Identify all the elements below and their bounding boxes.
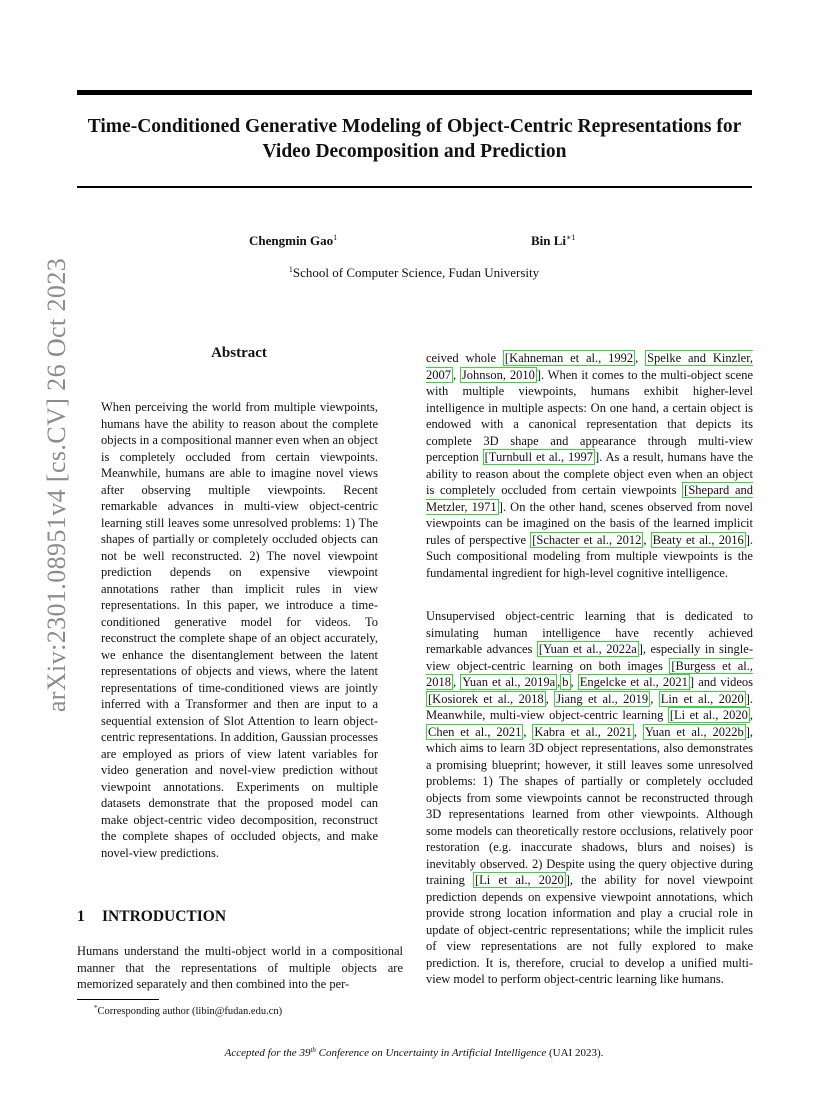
top-rule <box>77 90 752 95</box>
citation-link[interactable]: Engelcke et al., 2021 <box>579 675 688 689</box>
citation-link[interactable]: [Li et al., 2020 <box>669 708 748 722</box>
arxiv-stamp: arXiv:2301.08951v4 [cs.CV] 26 Oct 2023 <box>42 257 71 713</box>
text-run: , <box>570 675 578 689</box>
text-run: ], especially in single-view object-centric learning on both images <box>426 642 753 673</box>
footnote-rule <box>77 999 159 1000</box>
author-2 <box>531 233 575 249</box>
citation-link[interactable]: Lin et al., 2020 <box>660 691 744 706</box>
text-run: ], which aims to learn 3D object representations, also demonstrates a promising blueprint; however, it still leaves some unresolved problems: 1) The shapes of partially or completely occluded objects from some viewpoints cannot be reconstructed through 3D representations learned from other viewpoints. Although some models can theoretically restore occlusions, relatively poor restoration (e.g. inaccurate shadows, blurs and noises) is inevitably observed. 2) Despite using the query objective during training <box>426 724 754 887</box>
citation-link[interactable]: Chen et al., 2021 <box>428 724 522 739</box>
text-run: ]. As a result, humans have the ability to reason about the complete object even when an object is completely occluded from certain viewpoints <box>426 450 754 497</box>
text-run: ]. On the other hand, scenes observed from novel viewpoints can be imagined on the basis of the learned implicit rules of perspective <box>426 499 753 547</box>
text-run: ]. Meanwhile, multi-view object-centric learning <box>426 691 754 722</box>
venue-footer <box>0 1046 828 1059</box>
citation-link[interactable]: Kabra et al., 2021 <box>534 724 632 739</box>
footnote-mark: * <box>94 1004 98 1012</box>
citation-link[interactable]: [Yuan et al., 2022a <box>538 642 637 656</box>
paper-title: Time-Conditioned Generative Modeling of Object-Centric Representations for Video Decomposition and Prediction <box>87 116 742 162</box>
title-bottom-rule <box>77 186 752 188</box>
affiliation-text: School of Computer Science, Fudan University <box>292 265 540 280</box>
citation-link[interactable]: Yuan et al., 2019a <box>462 675 556 689</box>
affiliation <box>0 265 828 281</box>
footnote-text: Corresponding author (libin@fudan.edu.cn) <box>97 1006 283 1017</box>
citation-link[interactable]: Johnson, 2010 <box>461 367 535 382</box>
author-name: Bin Li <box>531 233 567 248</box>
citation-link[interactable]: Jiang et al., 2019 <box>556 691 649 706</box>
text-run: , <box>523 724 533 739</box>
author-mark: 1 <box>333 233 338 242</box>
text-run: , <box>453 675 461 689</box>
intro-paragraph-2 <box>426 608 753 988</box>
intro-paragraph-continued <box>426 350 753 581</box>
citation-link[interactable]: b <box>562 675 569 689</box>
citation-link[interactable]: [Burgess et al., 2018 <box>426 658 753 689</box>
citation-link[interactable]: [Turnbull et al., 1997 <box>484 450 594 464</box>
text-run: ceived whole <box>426 351 503 365</box>
text-run: , <box>635 351 646 365</box>
text-run: , <box>633 724 643 739</box>
section-number: 1 <box>77 908 85 925</box>
footnote <box>94 1004 282 1017</box>
citation-link[interactable]: [Kahneman et al., 1992 <box>504 351 634 365</box>
citation-link[interactable]: Spelke and Kinzler, 2007 <box>426 351 754 382</box>
section-heading-introduction <box>77 908 226 926</box>
text-run: ]. Such compositional modeling from multiple viewpoints is the fundamental ingredient for high-level cognitive intelligence. <box>426 532 754 580</box>
footer-prefix: Accepted for the 39 <box>224 1047 311 1059</box>
text-run: , <box>643 532 651 547</box>
citation-link[interactable]: [Shepard and Metzler, 1971 <box>426 483 753 514</box>
text-run: , <box>545 691 555 706</box>
author-name: Chengmin Gao <box>249 233 334 248</box>
text-run: Unsupervised object-centric learning that is dedicated to simulating human intelligence have recently achieved remarkable advances <box>426 609 753 656</box>
text-run: , <box>749 708 753 722</box>
author-1 <box>249 233 337 249</box>
text-run: ], the ability for novel viewpoint prediction depends on expensive viewpoint annotations, which provide strong location information and play a crucial role in update of object-centric representations; while the implicit rules of view representations are not fully explored to make prediction. It is, therefore, crucial to develop a unified multi-view model to perform object-centric learning like humans. <box>426 873 753 986</box>
intro-paragraph-start: Humans understand the multi-object world in a compositional manner that the representations of multiple objects are memorized separately and then combined into the per- <box>77 944 403 991</box>
text-run: , <box>453 367 460 382</box>
affiliation-mark: 1 <box>288 265 293 274</box>
text-run: ]. When it comes to the multi-object scene with multiple viewpoints, humans exhibit higher-level intelligence in multiple aspects: On one hand, a certain object is endowed with a canonical representation that depicts its complete 3D shape and appearance through multi-view perception <box>426 367 754 464</box>
text-run: ] and videos <box>689 675 754 689</box>
citation-link[interactable]: Yuan et al., 2022b <box>644 724 744 739</box>
footer-venue: Conference on Uncertainty in Artificial Intelligence <box>315 1047 547 1059</box>
abstract-heading: Abstract <box>211 345 267 361</box>
text-run: , <box>557 675 561 689</box>
citation-link[interactable]: Beaty et al., 2016 <box>652 532 744 547</box>
author-mark: ∗1 <box>566 233 576 242</box>
footer-ordinal: th <box>310 1046 316 1054</box>
citation-link[interactable]: [Li et al., 2020 <box>474 873 564 887</box>
footer-suffix: (UAI 2023). <box>546 1047 604 1059</box>
citation-link[interactable]: [Kosiorek et al., 2018 <box>428 691 544 706</box>
section-title: INTRODUCTION <box>102 908 227 925</box>
text-run: , <box>650 691 659 706</box>
citation-link[interactable]: [Schacter et al., 2012 <box>532 532 642 547</box>
abstract-text: When perceiving the world from multiple viewpoints, humans have the ability to reason about the complete objects in a compositional manner even when an object is completely occluded from certain viewpoints. Meanwhile, humans are able to imagine novel views after observing multiple viewpoints. Recent remarkable advances in multi-view object-centric learning still leaves some unresolved problems: 1) The shapes of partially or completely occluded objects can not be well reconstructed. 2) The novel viewpoint prediction depends on expensive viewpoint annotations rather than implicit rules in view representations. In this paper, we introduce a time-conditioned generative model for videos. To reconstruct the complete shape of an object accurately, we enhance the disentanglement between the latent representations of objects and views, where the latent representations of time-conditioned views are jointly inferred with a Transformer and then are input to a sequential extension of Slot Attention to learn object-centric representations. In addition, Gaussian processes are employed as priors of view latent variables for video generation and novel-view prediction without viewpoint annotations. Experiments on multiple datasets demonstrate that the proposed model can make object-centric video decomposition, reconstruct the complete shapes of occluded objects, and make novel-view predictions. <box>101 400 378 860</box>
